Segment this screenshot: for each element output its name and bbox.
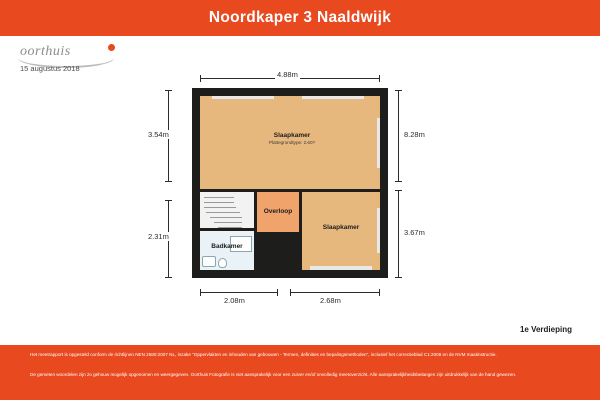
label-badkamer-name: Badkamer (211, 243, 243, 250)
staircase-area (200, 192, 254, 232)
window-bottom (310, 266, 372, 270)
label-badkamer (202, 243, 252, 251)
dim-line-bottom-left (200, 292, 278, 293)
footer-disclaimer-2: De gemeten woordelen zijn zo gehouw mogelijk opgenomen en weergegeven. Oorthuis Fotografie is niet aansprakelijk voor een zuiver en/of onvolledig meetoverzicht. Alle aansprakelijkheidsbelangen zijn uitdrukkelijk van de hand gewezen. (30, 372, 517, 377)
room-badkamer (200, 232, 254, 270)
logo-text: oorthuis (20, 44, 71, 59)
label-slaapkamer-upper (262, 132, 322, 145)
label-overloop-name: Overloop (263, 208, 293, 215)
dim-label-left-lower: 2.31m (148, 232, 169, 241)
window-right-lower (377, 208, 380, 253)
header-bar (0, 0, 600, 36)
dim-line-right-lower (398, 190, 399, 278)
logo-dot-icon (108, 44, 115, 51)
report-date: 15 augustus 2018 (20, 64, 80, 73)
dim-label-bottom-right: 2.68m (320, 296, 341, 305)
footer-bar (0, 345, 600, 400)
dim-label-bottom-left: 2.08m (224, 296, 245, 305)
footer-disclaimer-1: Het meetrapport is opgesteld conform de richtlijnen NEN 2580:2007 NL, inzake "Oppervlakten en inhouden van gebouwen - Termen, definities en bepalingsmethoden", inclusief het correctieblad C1:2008 en de NVM maatinstructie. (30, 352, 497, 357)
floorplan (150, 70, 450, 310)
dim-label-right-lower: 3.67m (404, 228, 425, 237)
label-slaapkamer-lower-name: Slaapkamer (322, 224, 360, 231)
page-title: Noordkaper 3 Naaldwijk (208, 9, 392, 26)
dim-label-top: 4.88m (277, 70, 298, 79)
dim-label-left-upper: 3.54m (148, 130, 169, 139)
window-top-right (302, 96, 364, 99)
window-right-upper (377, 118, 380, 168)
floor-label: 1e Verdieping (519, 325, 572, 334)
label-slaapkamer-lower (311, 224, 371, 232)
label-slaapkamer-upper-sub: Plattegrondtype: 2.60? (268, 139, 316, 145)
dim-line-bottom-right (290, 292, 380, 293)
dim-label-right-total: 8.28m (404, 130, 425, 139)
exterior-walls (192, 88, 388, 278)
dim-line-right-total (398, 90, 399, 182)
label-overloop (256, 208, 300, 216)
window-top-left (212, 96, 274, 99)
label-slaapkamer-upper-name: Slaapkamer (273, 132, 311, 139)
